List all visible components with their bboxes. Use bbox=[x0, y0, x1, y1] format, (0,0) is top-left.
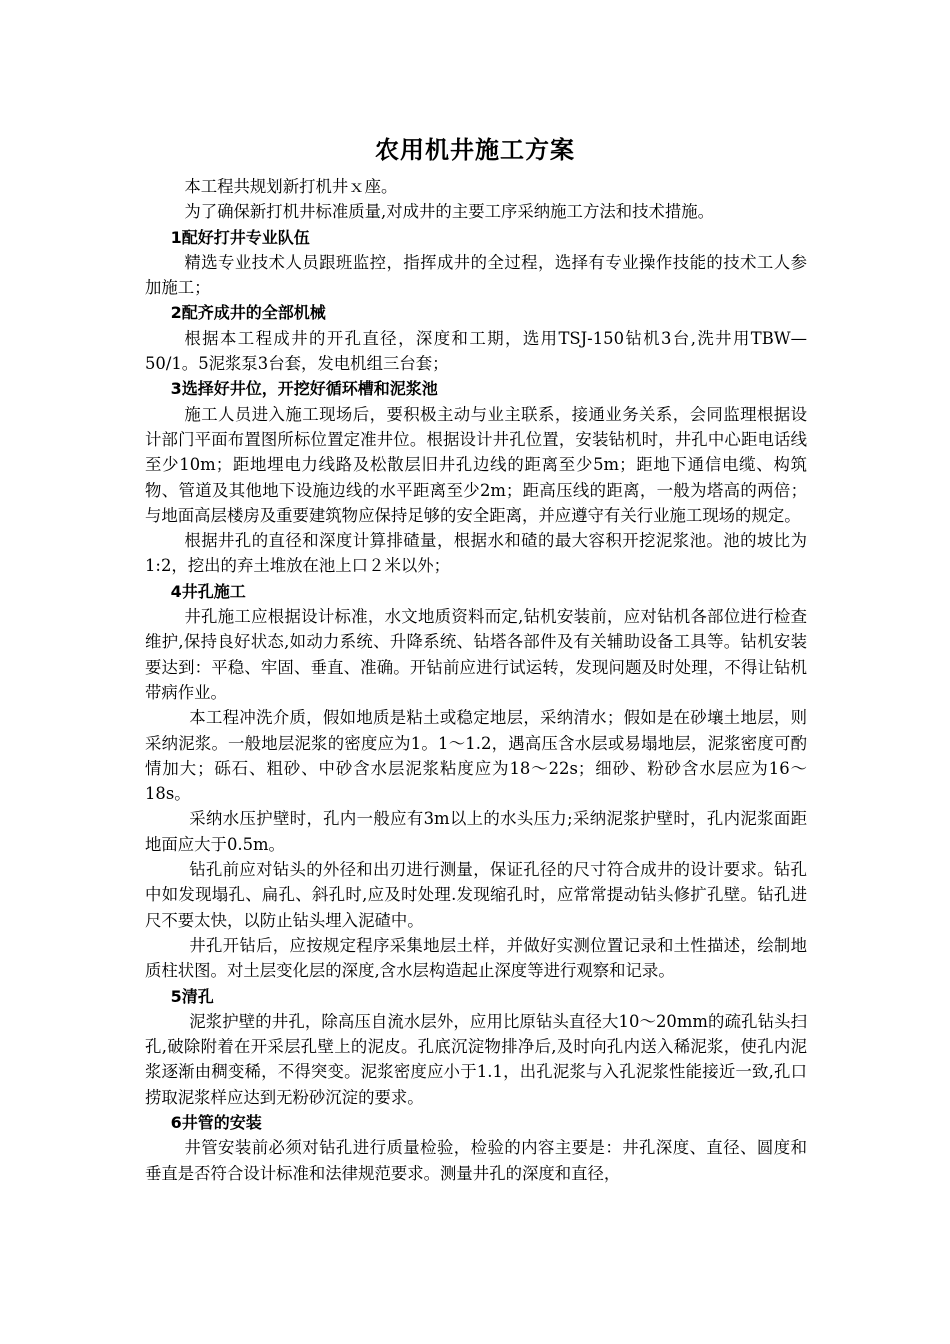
section-heading-3: 3选择好井位，开挖好循环槽和泥浆池 bbox=[170, 379, 438, 399]
section-4-paragraph-4: 钻孔前应对钻头的外径和出刃进行测量，保证孔径的尺寸符合成井的设计要求。钻孔中如发现塌孔、扁孔、斜孔时,应及时处理.发现缩孔时，应常常提动钻头修扩孔壁。钻孔进尺不要太快，以防止钻头埋入泥碴中。 bbox=[145, 860, 807, 930]
section-heading-6: 6井管的安装 bbox=[170, 1112, 262, 1132]
section-heading-4: 4井孔施工 bbox=[170, 581, 246, 601]
section-2-paragraph-1: 根据本工程成井的开孔直径，深度和工期，选用TSJ-150钻机3台,洗井用TBW—50/1。5泥浆泵3台套，发电机组三台套； bbox=[145, 328, 807, 374]
intro-paragraph-2: 为了确保新打机井标准质量,对成井的主要工序采纳施工方法和技术措施。 bbox=[184, 202, 715, 222]
section-5-paragraph-1: 泥浆护壁的井孔，除高压自流水层外，应用比原钻头直径大10～20mm的疏孔钻头扫孔,破除附着在开采层孔壁上的泥皮。孔底沉淀物排净后,及时向孔内送入稀泥浆，使孔内泥浆逐渐由稠变稀，不得突变。泥浆密度应小于1.1，出孔泥浆与入孔泥浆性能接近一致,孔口捞取泥浆样应达到无粉砂沉淀的要求。 bbox=[145, 1011, 807, 1107]
section-4-paragraph-2: 本工程冲洗介质，假如地质是粘土或稳定地层，采纳清水；假如是在砂壤土地层，则采纳泥浆。一般地层泥浆的密度应为1。1～1.2，遇高压含水层或易塌地层，泥浆密度可酌情加大；砾石、粗砂、中砂含水层泥浆粘度应为18～22s；细砂、粉砂含水层应为16～18s。 bbox=[145, 708, 807, 804]
intro-paragraph-1: 本工程共规划新打机井ｘ座。 bbox=[184, 177, 398, 196]
section-heading-2: 2配齐成井的全部机械 bbox=[170, 303, 326, 323]
section-4-paragraph-5: 井孔开钻后，应按规定程序采集地层土样，并做好实测位置记录和土性描述，绘制地质柱状图。对土层变化层的深度,含水层构造起止深度等进行观察和记录。 bbox=[145, 935, 807, 981]
document-body bbox=[145, 174, 807, 1186]
section-1-paragraph-1: 精选专业技术人员跟班监控，指挥成井的全过程，选择有专业操作技能的技术工人参加施工； bbox=[145, 252, 807, 298]
section-4-paragraph-1: 井孔施工应根据设计标准，水文地质资料而定,钻机安装前，应对钻机各部位进行检查维护,保持良好状态,如动力系统、升降系统、钻塔各部件及有关辅助设备工具等。钻机安装要达到：平稳、牢固、垂直、准确。开钻前应进行试运转，发现问题及时处理，不得让钻机带病作业。 bbox=[145, 607, 807, 702]
section-3-paragraph-1: 施工人员进入施工现场后，要积极主动与业主联系，接通业务关系，会同监理根据设计部门平面布置图所标位置定准井位。根据设计井孔位置，安装钻机时，井孔中心距电话线至少10m；距地埋电力线路及松散层旧井孔边线的距离至少5m；距地下通信电缆、构筑物、管道及其他地下设施边线的水平距离至少2m；距高压线的距离，一般为塔高的两倍；与地面高层楼房及重要建筑物应保持足够的安全距离，并应遵守有关行业施工现场的规定。 bbox=[145, 404, 807, 525]
section-4-paragraph-3: 采纳水压护壁时，孔内一般应有3m以上的水头压力;采纳泥浆护壁时，孔内泥浆面距地面应大于0.5m。 bbox=[145, 809, 807, 854]
document-title: 农用机井施工方案 bbox=[375, 136, 575, 164]
section-heading-5: 5清孔 bbox=[170, 986, 214, 1006]
section-6-paragraph-1: 井管安装前必须对钻孔进行质量检验，检验的内容主要是：井孔深度、直径、圆度和垂直是否符合设计标准和法律规范要求。测量井孔的深度和直径， bbox=[145, 1138, 807, 1183]
section-3-paragraph-2: 根据井孔的直径和深度计算排碴量，根据水和碴的最大容积开挖泥浆池。池的坡比为1:2，挖出的弃土堆放在池上口２米以外； bbox=[145, 531, 807, 576]
section-heading-1: 1配好打井专业队伍 bbox=[170, 227, 310, 247]
